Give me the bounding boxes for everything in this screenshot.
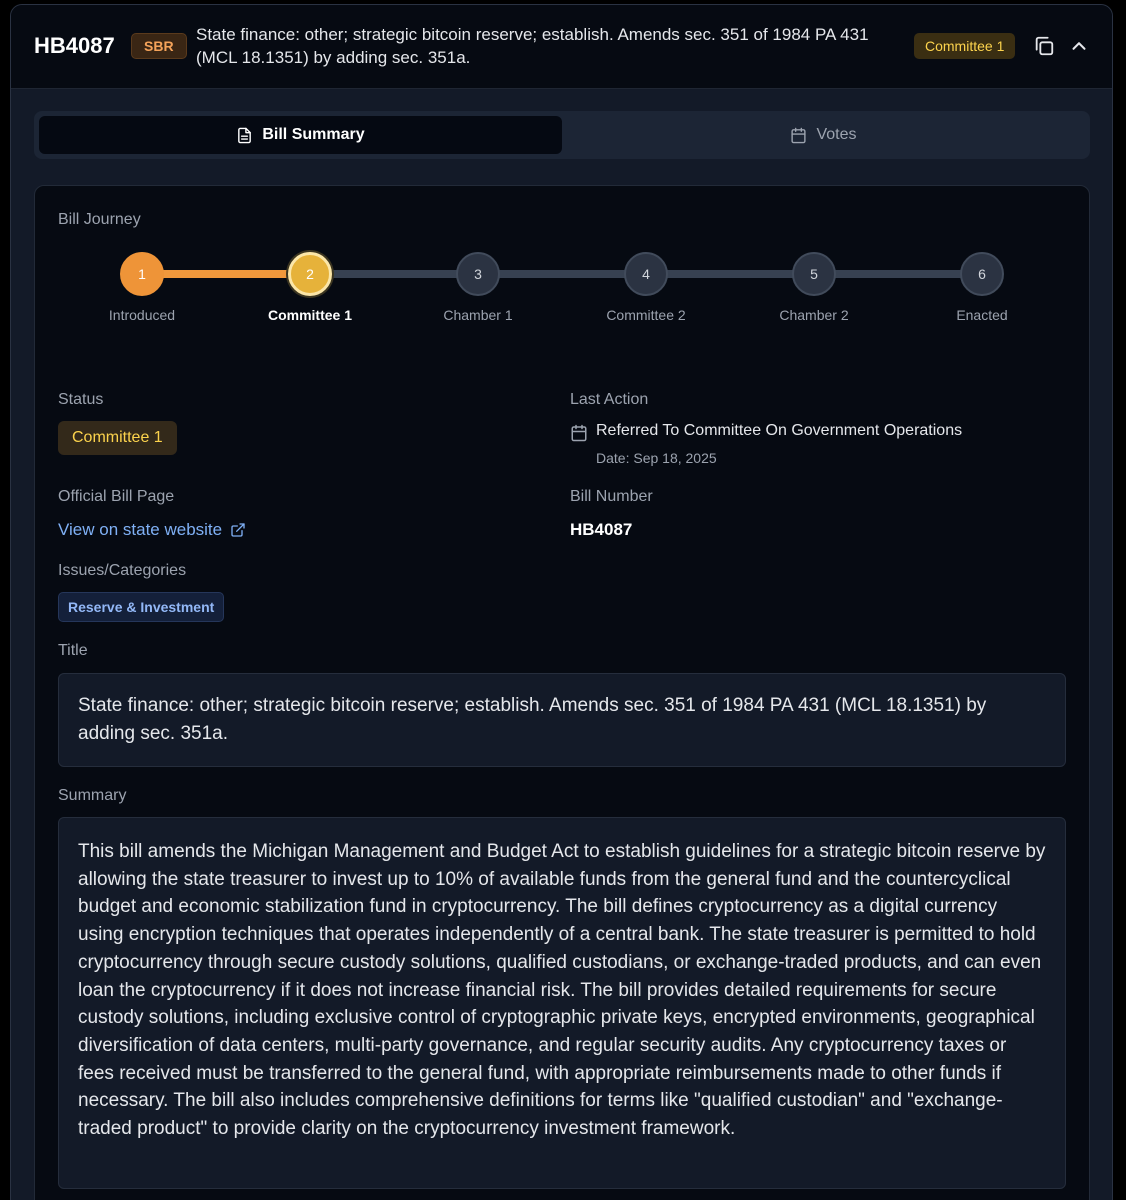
category-chip[interactable]: Reserve & Investment bbox=[58, 592, 224, 622]
journey-step-2: 2 bbox=[288, 252, 332, 296]
bill-tag-badge: SBR bbox=[131, 33, 187, 59]
official-page-label: Official Bill Page bbox=[58, 488, 175, 505]
calendar-icon bbox=[570, 424, 588, 442]
title-label: Title bbox=[58, 642, 88, 659]
last-action-date: Date: Sep 18, 2025 bbox=[596, 450, 717, 466]
journey-step-label: Committee 2 bbox=[606, 307, 686, 323]
chevron-up-icon bbox=[1068, 35, 1090, 57]
journey-step-label: Introduced bbox=[108, 307, 176, 323]
journey-step-6: 6 bbox=[960, 252, 1004, 296]
bill-card bbox=[10, 4, 1113, 1200]
summary-label: Summary bbox=[58, 787, 127, 804]
journey-step-label: Enacted bbox=[956, 307, 1008, 323]
categories-label: Issues/Categories bbox=[58, 562, 187, 579]
document-icon bbox=[236, 127, 253, 144]
collapse-button[interactable] bbox=[1068, 35, 1090, 57]
copy-icon bbox=[1033, 35, 1055, 57]
journey-step-label: Chamber 1 bbox=[443, 307, 513, 323]
journey-heading: Bill Journey bbox=[58, 211, 141, 228]
tab-label: Votes bbox=[816, 126, 857, 143]
title-text: State finance: other; strategic bitcoin reserve; establish. Amends sec. 351 of 1984 PA 431 (MCL 18.1351) by adding sec. 351a. bbox=[58, 673, 1066, 767]
journey-step-4: 4 bbox=[624, 252, 668, 296]
status-badge: Committee 1 bbox=[58, 421, 177, 455]
external-link-icon bbox=[230, 522, 246, 538]
copy-button[interactable] bbox=[1033, 35, 1055, 57]
bill-id: HB4087 bbox=[34, 33, 115, 58]
official-bill-link-text: View on state website bbox=[58, 520, 223, 539]
tab-bar bbox=[34, 111, 1090, 159]
calendar-icon bbox=[790, 127, 807, 144]
header-status-badge: Committee 1 bbox=[914, 33, 1015, 59]
last-action-label: Last Action bbox=[570, 391, 649, 408]
bill-number-label: Bill Number bbox=[570, 488, 653, 505]
tab-bill-summary[interactable] bbox=[39, 116, 562, 154]
official-bill-link[interactable] bbox=[58, 520, 246, 540]
journey-step-label: Committee 1 bbox=[267, 307, 353, 323]
bill-summary-panel bbox=[34, 185, 1090, 1200]
status-label: Status bbox=[58, 391, 104, 408]
journey-step-label: Chamber 2 bbox=[779, 307, 849, 323]
summary-text: This bill amends the Michigan Management and Budget Act to establish guidelines for a strategic bitcoin reserve by allowing the state treasurer to invest up to 10% of available funds from the general fund and the countercyclical budget and economic stabilization fund in cryptocurrency. The bill defines cryptocurrency as a digital currency using encryption techniques that operates independently of a central bank. The state treasurer is permitted to hold cryptocurrency through secure custody solutions, qualified custodians, or exchange-traded products, and can even loan the cryptocurrency if it does not increase financial risk. The bill provides detailed requirements for secure custody solutions, including exclusive control of cryptographic private keys, encrypted environments, geographical diversification of data centers, multi-party governance, and regular security audits. Any cryptocurrency taxes or fees received must be transferred to the general fund, with appropriate reimbursements made to other funds if necessary. The bill also includes comprehensive definitions for terms like "qualified custodian" and "exchange-traded product" to provide clarity on the cryptocurrency investment framework. bbox=[58, 817, 1066, 1189]
tab-label: Bill Summary bbox=[262, 126, 365, 143]
journey-step-3: 3 bbox=[456, 252, 500, 296]
journey-step-1: 1 bbox=[120, 252, 164, 296]
last-action-text: Referred To Committee On Government Operations bbox=[596, 422, 963, 439]
bill-header[interactable] bbox=[11, 5, 1112, 89]
bill-number-value: HB4087 bbox=[570, 520, 633, 539]
journey-step-5: 5 bbox=[792, 252, 836, 296]
bill-header-title: State finance: other; strategic bitcoin reserve; establish. Amends sec. 351 of 1984 PA 431 (MCL 18.1351) by adding sec. 351a. bbox=[196, 25, 869, 67]
journey-progress bbox=[142, 270, 310, 278]
tab-votes[interactable] bbox=[562, 116, 1085, 154]
